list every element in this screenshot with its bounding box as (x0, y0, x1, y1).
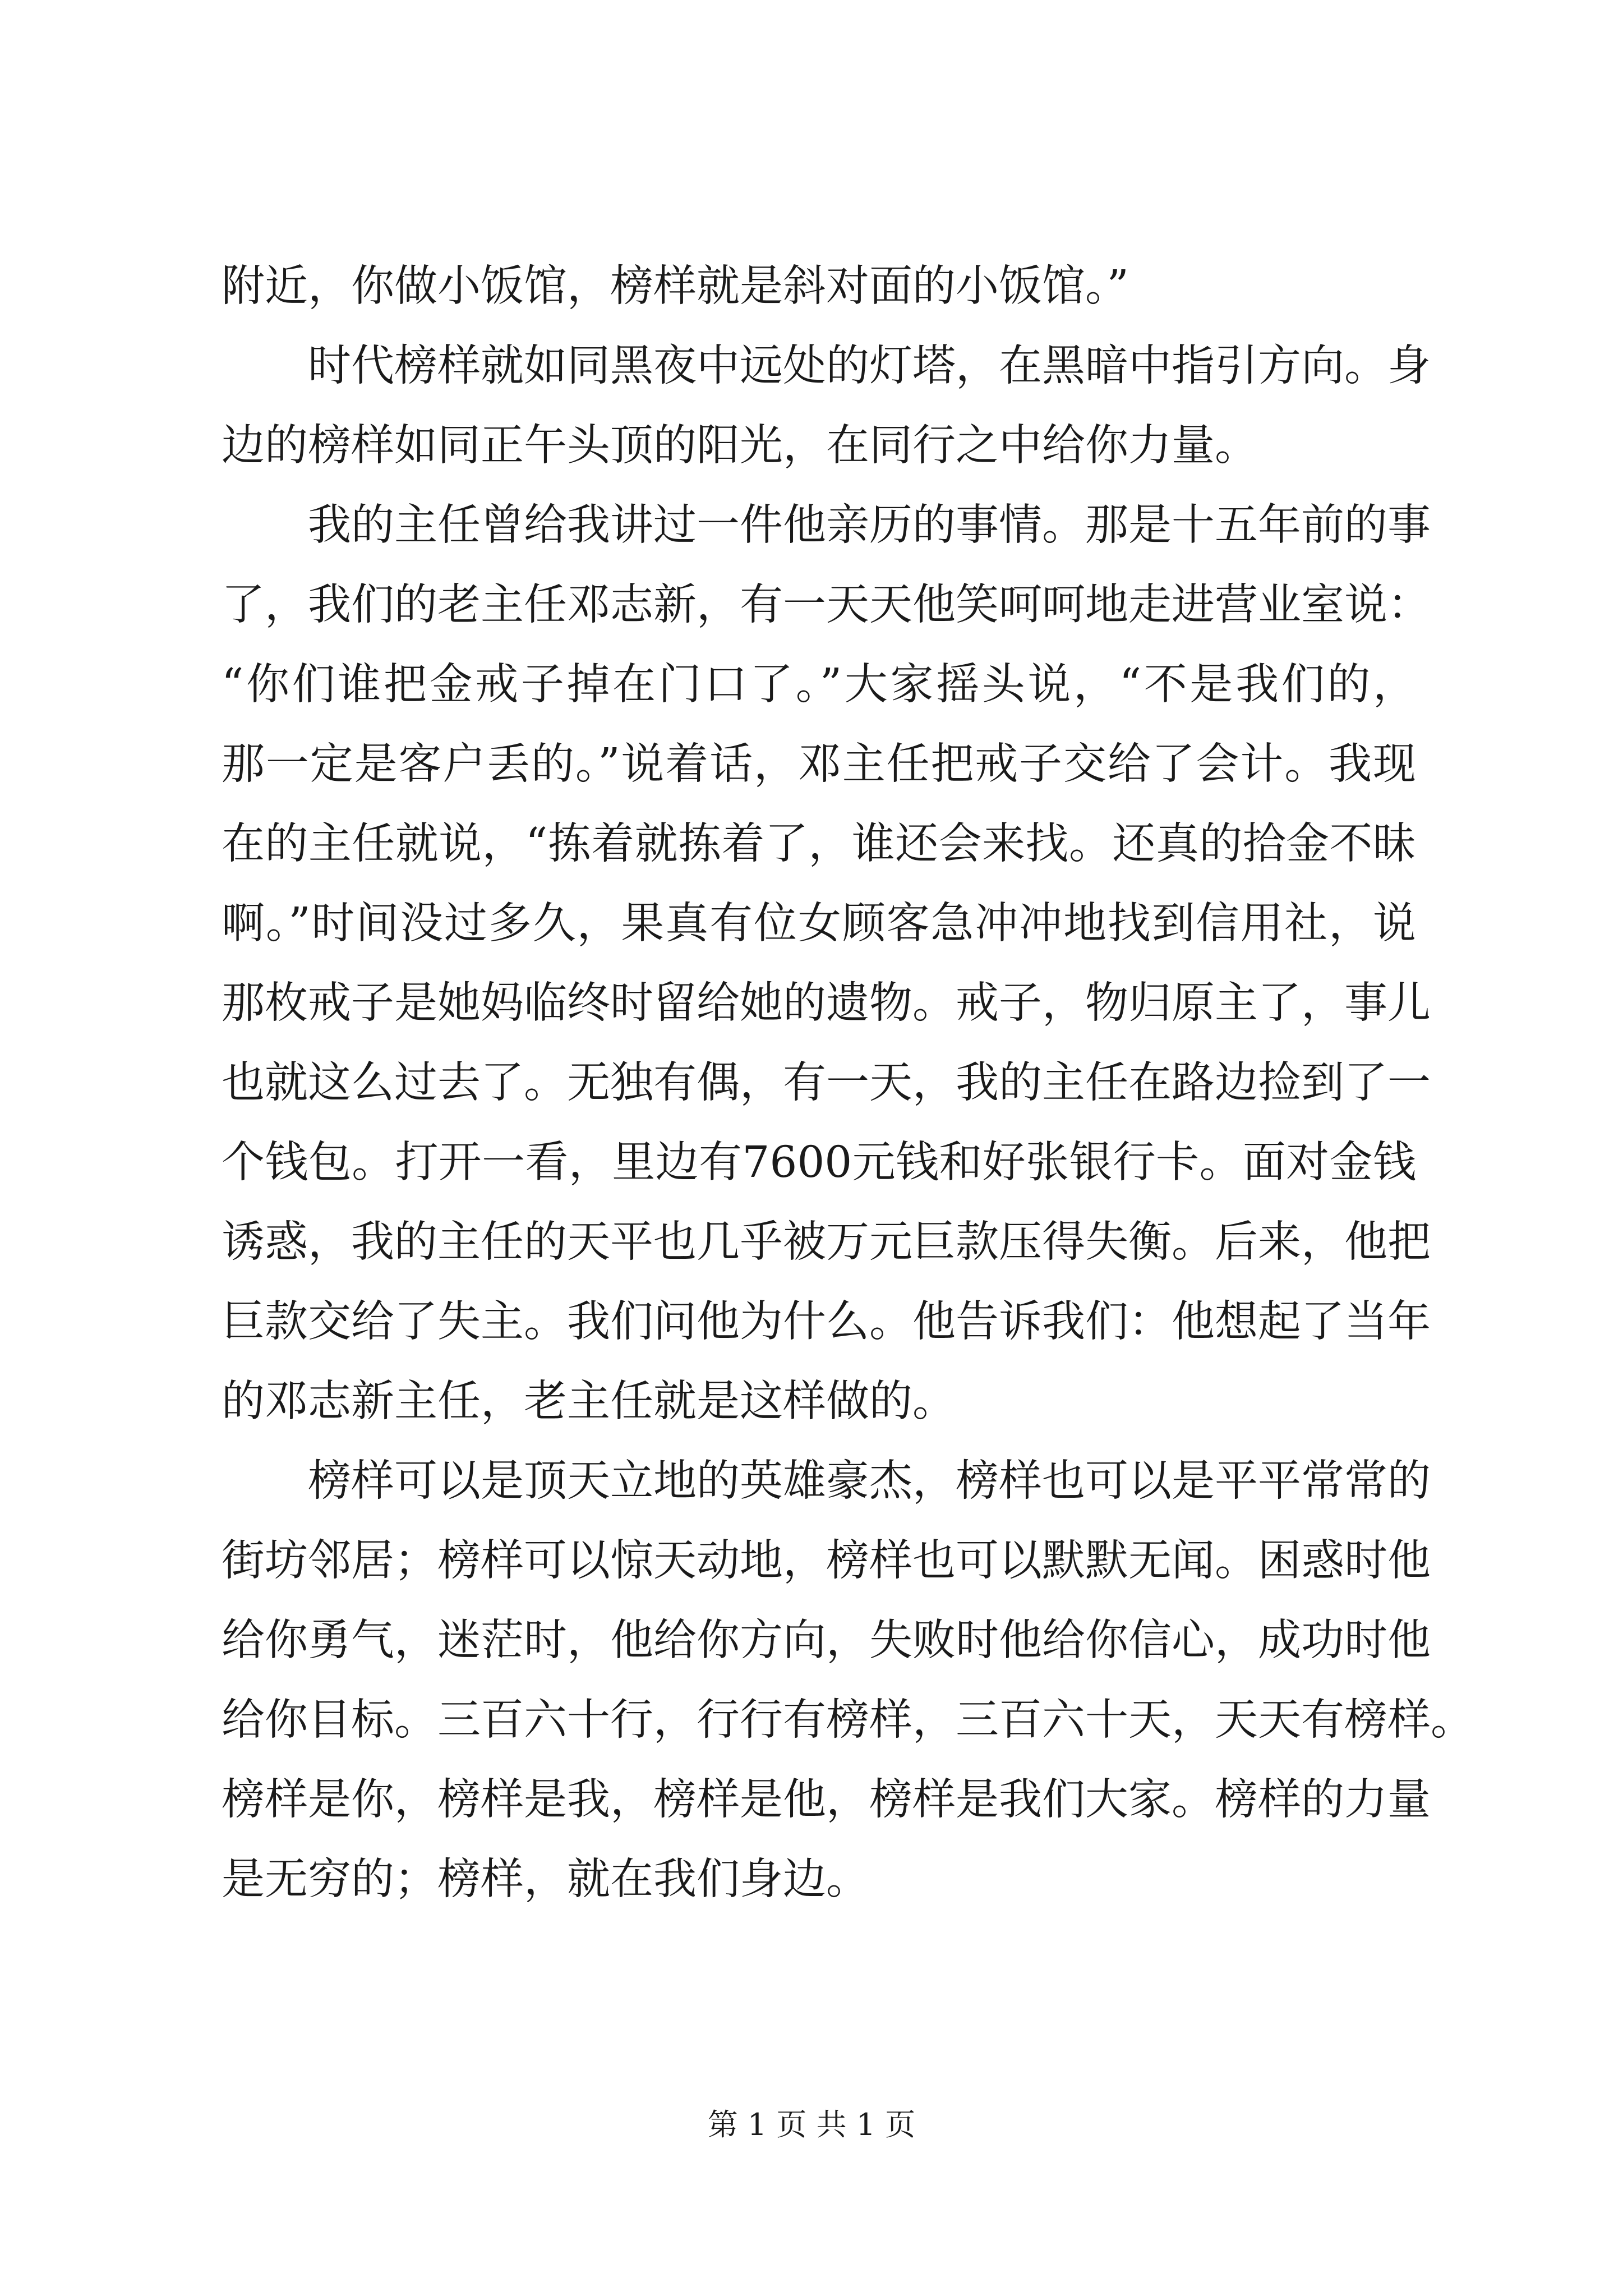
text-line: 了，我们的老主任邓志新，有一天天他笑呵呵地走进营业室说： (222, 580, 1431, 630)
text-line: 也就这么过去了。无独有偶，有一天，我的主任在路边捡到了一 (222, 1058, 1431, 1108)
text-line: “你们谁把金戒子掉在门口了。”大家摇头说，“不是我们的， (222, 660, 1416, 710)
document-body (222, 247, 1474, 1920)
text-line: 那一定是客户丢的。”说着话，邓主任把戒子交给了会计。我现 (222, 739, 1416, 789)
text-line: 巨款交给了失主。我们问他为什么。他告诉我们：他想起了当年 (222, 1297, 1431, 1347)
text-line: 榜样是你，榜样是我，榜样是他，榜样是我们大家。榜样的力量 (222, 1775, 1431, 1825)
paragraph (222, 326, 1431, 486)
text-line: 榜样可以是顶天立地的英雄豪杰，榜样也可以是平平常常的 (308, 1456, 1431, 1506)
text-line: 在的主任就说，“拣着就拣着了，谁还会来找。还真的拾金不昧 (222, 819, 1416, 869)
paragraph (222, 1442, 1474, 1920)
text-line: 诱惑，我的主任的天平也几乎被万元巨款压得失衡。后来，他把 (222, 1217, 1431, 1267)
text-line: 时代榜样就如同黑夜中远处的灯塔，在黑暗中指引方向。身 (308, 341, 1431, 391)
text-line: 街坊邻居；榜样可以惊天动地，榜样也可以默默无闻。困惑时他 (222, 1536, 1431, 1586)
text-line: 个钱包。打开一看，里边有7600元钱和好张银行卡。面对金钱 (222, 1138, 1416, 1188)
paragraph (222, 486, 1431, 1442)
text-line: 啊。”时间没过多久，果真有位女顾客急冲冲地找到信用社，说 (222, 899, 1416, 949)
text-line: 我的主任曾给我讲过一件他亲历的事情。那是十五年前的事 (308, 500, 1431, 550)
page-number-footer: 第 1 页 共 1 页 (707, 2107, 916, 2142)
text-line: 附近，你做小饭馆，榜样就是斜对面的小饭馆。” (222, 261, 1129, 311)
text-line: 给你目标。三百六十行，行行有榜样，三百六十天，天天有榜样。 (222, 1695, 1474, 1745)
text-line: 给你勇气，迷茫时，他给你方向，失败时他给你信心，成功时他 (222, 1616, 1431, 1665)
text-line: 那枚戒子是她妈临终时留给她的遗物。戒子，物归原主了，事儿 (222, 978, 1431, 1028)
text-line: 边的榜样如同正午头顶的阳光，在同行之中给你力量。 (222, 421, 1258, 471)
text-line: 的邓志新主任，老主任就是这样做的。 (222, 1377, 956, 1427)
paragraph (222, 247, 1416, 326)
text-line: 是无穷的；榜样，就在我们身边。 (222, 1855, 869, 1904)
